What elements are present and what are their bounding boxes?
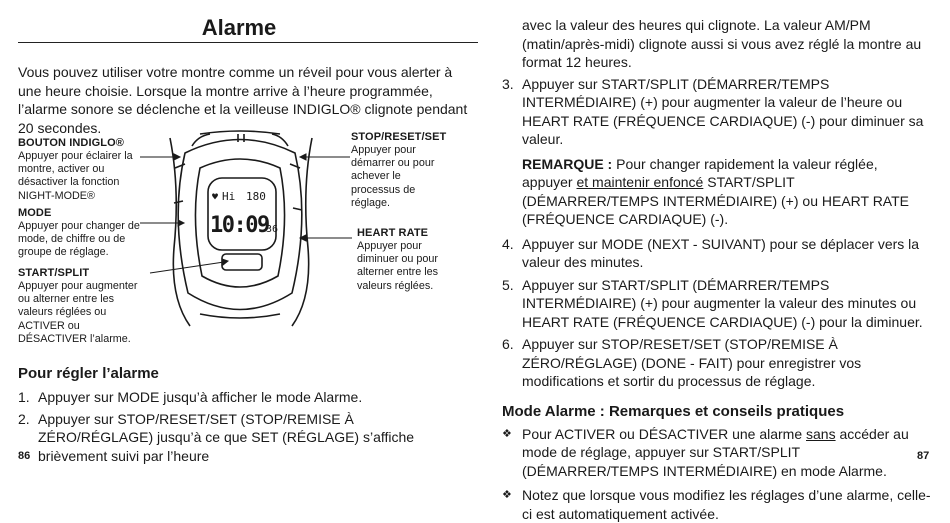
label-heartrate-text: Appuyer pour diminuer ou pour alterner entre les valeurs réglées. <box>357 240 439 292</box>
continuation-text: avec la valeur des heures qui clignote. La valeur AM/PM (matin/après-midi) clignote aussi si vous avez réglé la montre au format 12 heures. <box>522 17 922 70</box>
watch-line1-left: Hi <box>222 190 236 203</box>
label-mode <box>18 207 140 260</box>
watch-line1-right: 180 <box>246 190 266 203</box>
label-startsplit-text: Appuyer pour augmenter ou alterner entre les valeurs réglées ou ACTIVER ou DÉSACTIVER l’alarme. <box>18 280 138 345</box>
step-6: 6. Appuyer sur STOP/RESET/SET (STOP/REMISE À ZÉRO/RÉGLAGE) (DONE - FAIT) pour enregistrer vos modifications et sortir du processus de réglage. <box>502 336 862 389</box>
step-4: 4. Appuyer sur MODE (NEXT - SUIVANT) pour se déplacer vers la valeur des minutes. <box>502 235 920 270</box>
label-mode-text: Appuyer pour changer de mode, de chiffre ou de groupe de réglage. <box>18 220 140 259</box>
tip-1: ❖ Pour ACTIVER ou DÉSACTIVER une alarme sans accéder au mode de réglage, appuyer sur START/SPLIT (DÉMARRER/TEMPS INTERMÉDIAIRE) en mode Alarme. <box>502 425 909 479</box>
label-indiglo-heading: BOUTON INDIGLO® <box>18 137 124 149</box>
page-title: Alarme <box>201 15 277 40</box>
page-number-left: 86 <box>18 450 31 462</box>
step-1: 1. Appuyer sur MODE jusqu’à afficher le mode Alarme. <box>18 389 363 405</box>
section-title-setting: Pour régler l’alarme <box>18 365 159 382</box>
watch-illustration <box>130 128 360 328</box>
label-heartrate-heading: HEART RATE <box>357 227 429 239</box>
label-startsplit-heading: START/SPLIT <box>18 267 90 279</box>
label-indiglo-text: Appuyer pour éclairer la montre, activer ou désactiver la fonction NIGHT-MODE® <box>18 150 133 202</box>
label-indiglo <box>18 137 140 203</box>
bullet-icon: ❖ <box>502 427 512 440</box>
step-2: 2. Appuyer sur STOP/RESET/SET (STOP/REMISE À ZÉRO/RÉGLAGE) jusqu’à ce que SET (RÉGLAGE) s’affiche brièvement suivi par l’heure <box>18 410 415 464</box>
intro-paragraph: Vous pouvez utiliser votre montre comme un réveil pour vous alerter à une heure choisie. Lorsque la montre arrive à l’heure programmée, l’alarme sonore se déclenche et la veilleuse INDIGLO® clignote pendant 20 secondes. <box>18 64 468 136</box>
bullet-icon: ❖ <box>502 489 512 501</box>
title-divider <box>18 42 478 43</box>
section-title-tips: Mode Alarme : Remarques et conseils pratiques <box>502 402 845 420</box>
steps-list-left <box>18 388 468 465</box>
step-5: 5. Appuyer sur START/SPLIT (DÉMARRER/TEMPS INTERMÉDIAIRE) (+) pour augmenter la valeur des minutes ou HEART RATE (FRÉQUENCE CARDIAQUE) (-) pour la diminuer. <box>502 276 923 330</box>
watch-seconds: 36 <box>266 224 279 235</box>
remarque-note: REMARQUE : Pour changer rapidement la valeur réglée, appuyer et maintenir enfoncé START/SPLIT (DÉMARRER/TEMPS INTERMÉDIAIRE) (+) ou HEART RATE (FRÉQUENCE CARDIAQUE) (-). <box>522 155 909 227</box>
heart-icon: ♥ <box>212 192 219 203</box>
label-stopreset-text: Appuyer pour démarrer ou pour achever le processus de réglage. <box>351 144 435 209</box>
step-3: 3. Appuyer sur START/SPLIT (DÉMARRER/TEMPS INTERMÉDIAIRE) (+) pour augmenter la valeur de l’heure ou HEART RATE (FRÉQUENCE CARDIAQUE) (-) pour diminuer sa valeur. <box>502 75 924 147</box>
label-mode-heading: MODE <box>18 207 52 219</box>
watch-time: 10:09 <box>210 213 269 238</box>
label-stopreset <box>351 131 451 210</box>
label-stopreset-heading: STOP/RESET/SET <box>351 131 447 143</box>
label-heartrate <box>357 227 452 293</box>
tip-2: ❖ Notez que lorsque vous modifiez les réglages d’une alarme, celle-ci est automatiquement activée. <box>502 487 931 522</box>
page-number-right: 87 <box>917 450 930 462</box>
